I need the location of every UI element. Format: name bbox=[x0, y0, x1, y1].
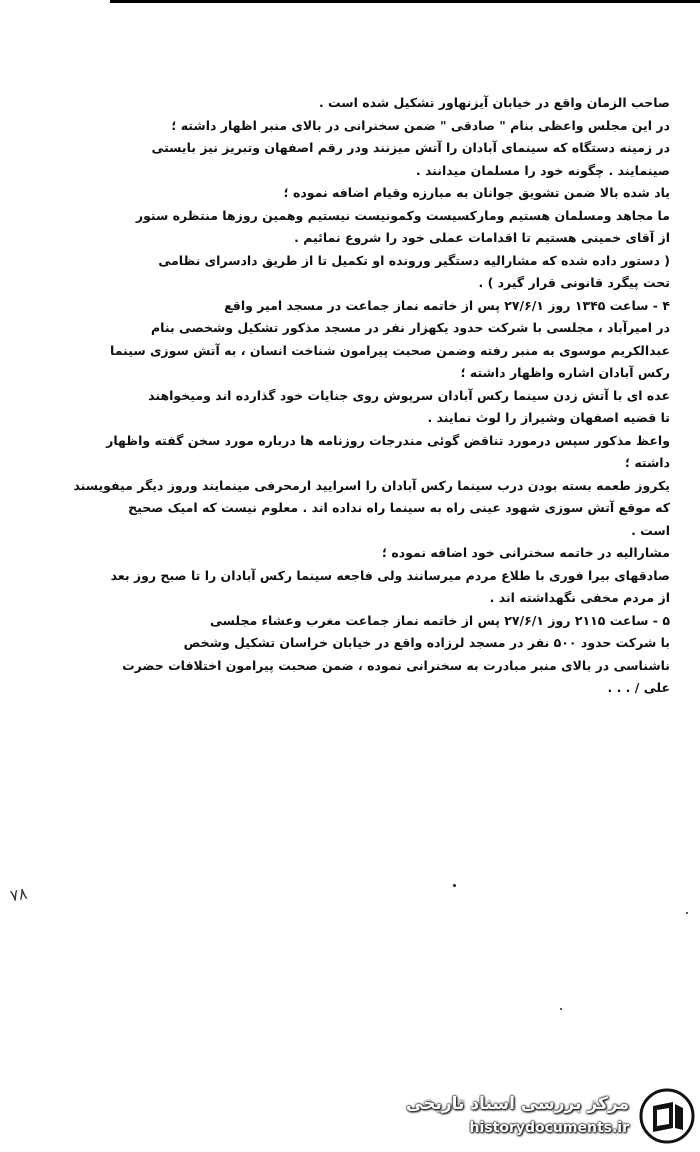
text-line: ۵ - ساعت ۲۱۱۵ روز ۲۷/۶/۱ پس از خاتمه نماز جماعت مغرب وعشاء مجلسی bbox=[209, 612, 670, 628]
text-line: با شرکت حدود ۵۰۰ نفر در مسجد لرزاده واقع در خیابان خراسان تشکیل وشخص bbox=[183, 635, 670, 650]
text-line: یکروز طعمه بسته بودن درب سینما رکس آبادان را اسرایید ارمحرفی مینمایند وروز دیگر میفویسند bbox=[73, 477, 670, 493]
text-line: واعظ مذکور سپس درمورد تناقض گوئی مندرجات روزنامه ها درباره مورد سخن گفته واظهار bbox=[106, 432, 670, 448]
text-line: یاد شده بالا ضمن تشویق جوانان به مبارزه وقیام اضافه نموده ؛ bbox=[283, 185, 670, 200]
scan-speck bbox=[686, 912, 688, 914]
watermark-title: مرکز بررسی اسناد تاریخی bbox=[406, 1094, 629, 1114]
text-line: ( دستور داده شده که مشارالیه دستگیر ورونده او تکمیل تا از طریق دادسرای نظامی bbox=[158, 252, 670, 268]
text-line: از آقای خمینی هستیم تا اقدامات عملی خود را شروع نمائیم . bbox=[294, 230, 670, 245]
watermark bbox=[406, 1088, 695, 1144]
text-line: تحت پیگرد قانونی قرار گیرد ) . bbox=[478, 275, 670, 290]
text-line: در زمینه دستگاه که سینمای آبادان را آتش میزنند ودر رقم اصفهان وتبریز نیز بایستی bbox=[151, 140, 670, 155]
text-line: تا قضیه اصفهان وشیراز را لوث نمایند . bbox=[427, 410, 670, 425]
scan-speck bbox=[453, 884, 456, 887]
handwritten-page-number: ۷۸ bbox=[8, 883, 29, 906]
text-line: که موقع آتش سوزی شهود عینی راه به سینما راه نداده اند . معلوم نیست که امیک صحیح bbox=[128, 500, 670, 515]
text-line: علی / . . . bbox=[607, 680, 670, 695]
text-line: ما مجاهد ومسلمان هستیم ومارکسیست وکمونیست نیستیم وهمین روزها منتظره ستور bbox=[135, 207, 670, 223]
text-line: عده ای با آتش زدن سینما رکس آبادان سرپوش روی جنایات خود گذارده اند ومیخواهند bbox=[148, 387, 670, 403]
watermark-url: historydocuments.ir bbox=[469, 1120, 629, 1136]
text-line: عبدالکریم موسوی به منبر رفته وضمن صحبت پیرامون شناخت انسان ، به آتش سوزی سینما bbox=[110, 342, 670, 358]
archive-logo-icon bbox=[639, 1088, 695, 1144]
text-line: در امیرآباد ، مجلسی با شرکت حدود یکهزار نفر در مسجد مذکور تشکیل وشخصی بنام bbox=[151, 320, 670, 335]
text-line: از مردم مخفی نگهداشته اند . bbox=[489, 590, 670, 605]
text-line: صادقهای بیرا فوری با طلاع مردم میرسانند ولی فاجعه سینما رکس آبادان را تا صبح روز بعد bbox=[110, 567, 670, 583]
text-line: است . bbox=[631, 522, 670, 538]
scan-speck bbox=[560, 1008, 562, 1010]
text-line: ناشناسی در بالای منبر مبادرت به سخنرانی نموده ، ضمن صحبت پیرامون اختلافات حضرت bbox=[122, 657, 670, 673]
text-line: در این مجلس واعظی بنام " صادقی " ضمن سخنرانی در بالای منبر اظهار داشته ؛ bbox=[171, 117, 670, 133]
text-line: صینمایند . چگونه خود را مسلمان میدانند . bbox=[415, 162, 670, 178]
text-line: مشارالیه در خاتمه سخنرانی خود اضافه نموده ؛ bbox=[381, 545, 670, 560]
text-line: داشته ؛ bbox=[624, 455, 670, 470]
top-border-line bbox=[110, 0, 700, 3]
text-line: رکس آبادان اشاره واظهار داشته ؛ bbox=[460, 365, 670, 380]
text-line: ۴ - ساعت ۱۳۴۵ روز ۲۷/۶/۱ پس از خاتمه نماز جماعت در مسجد امیر واقع bbox=[224, 297, 670, 313]
text-line: صاحب الزمان واقع در خیابان آیزنهاور تشکیل شده است . bbox=[318, 95, 670, 110]
document-body bbox=[73, 95, 670, 704]
